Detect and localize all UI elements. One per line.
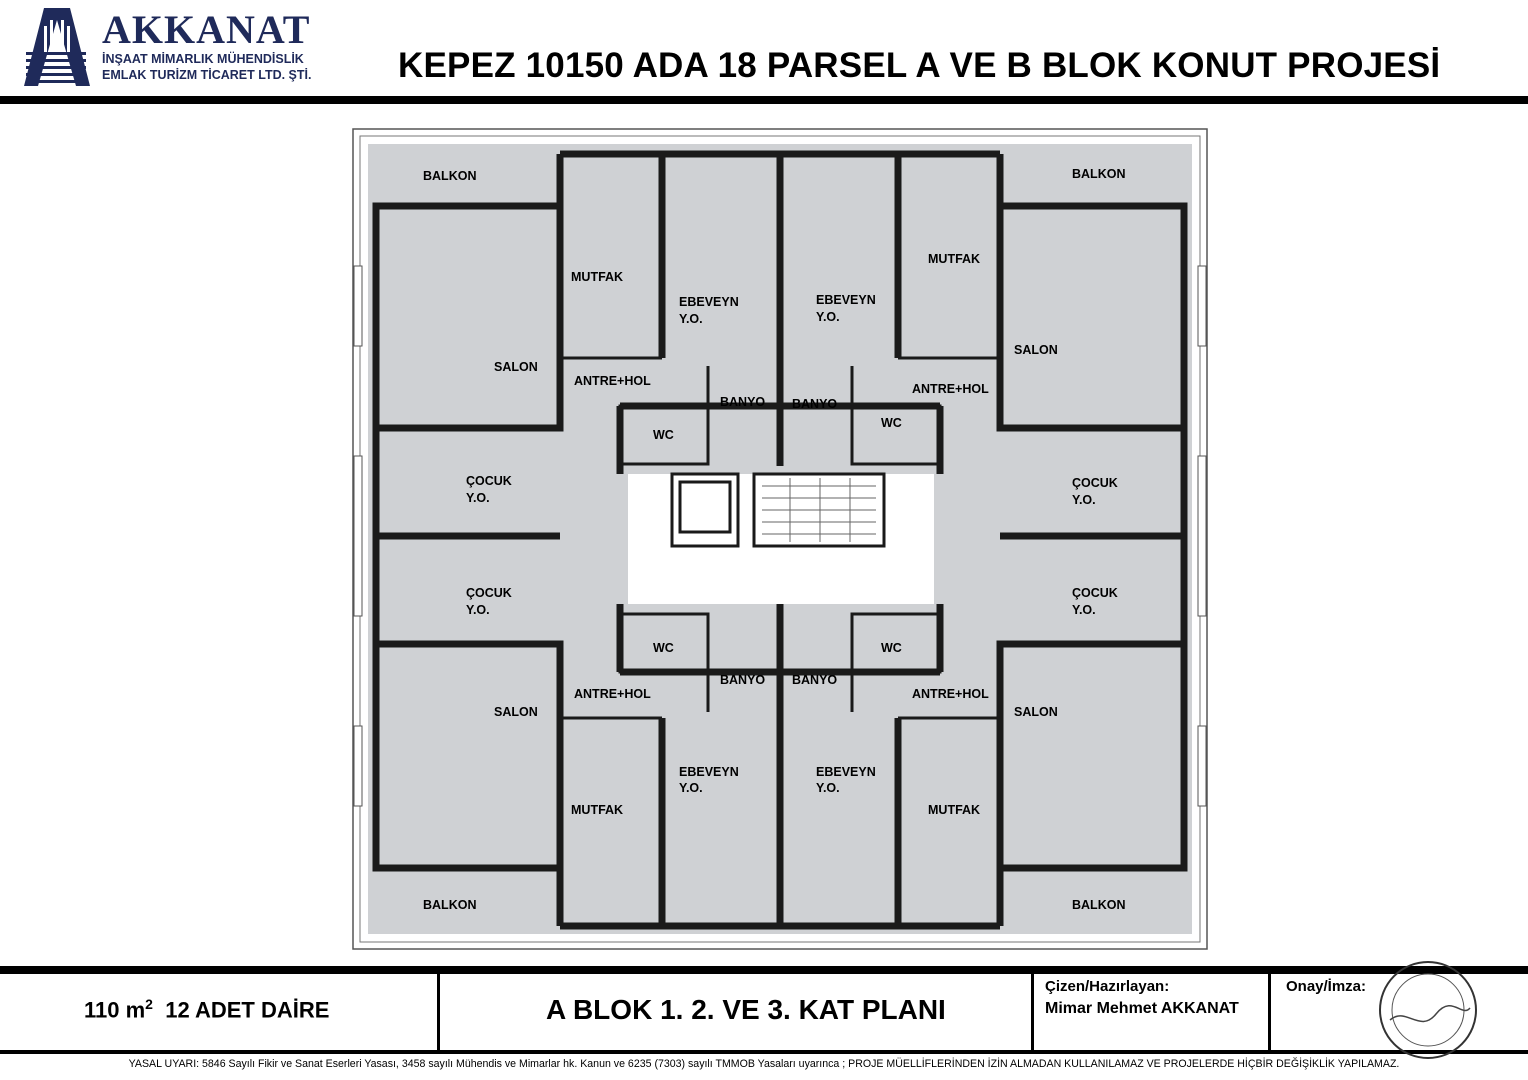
label-wc-ne: WC — [881, 416, 902, 430]
label-banyo-sw: BANYO — [720, 673, 766, 687]
label-wc-se: WC — [881, 641, 902, 655]
label-ebeveyn-nw-1: EBEVEYN — [679, 295, 739, 309]
title-block-separator — [1031, 974, 1034, 1050]
label-banyo-ne: BANYO — [792, 397, 838, 411]
label-salon-ne: SALON — [1014, 343, 1058, 357]
label-ebeveyn-ne-1: EBEVEYN — [816, 293, 876, 307]
company-logo-icon — [22, 6, 92, 88]
label-salon-nw: SALON — [494, 360, 538, 374]
unit-area: 110 m — [84, 997, 146, 1023]
label-wc-nw: WC — [653, 428, 674, 442]
staircase — [754, 474, 884, 546]
label-banyo-se: BANYO — [792, 673, 838, 687]
drawn-by-name: Mimar Mehmet AKKANAT — [1045, 1000, 1239, 1017]
label-cocuk-1-2: Y.O. — [466, 491, 490, 505]
label-ebeveyn-sw-2: Y.O. — [679, 781, 703, 795]
title-block-separator — [437, 974, 440, 1050]
title-block-top-rule — [0, 966, 1528, 974]
header-rule — [0, 96, 1528, 104]
label-cocuk-4-2: Y.O. — [1072, 603, 1096, 617]
label-wc-sw: WC — [653, 641, 674, 655]
label-cocuk-1-1: ÇOCUK — [466, 474, 512, 488]
label-salon-sw: SALON — [494, 705, 538, 719]
title-block — [0, 966, 1528, 1054]
label-mutfak-ne: MUTFAK — [928, 252, 981, 266]
label-salon-se: SALON — [1014, 705, 1058, 719]
label-banyo-nw: BANYO — [720, 395, 766, 409]
label-cocuk-3-2: Y.O. — [466, 603, 490, 617]
units-summary — [84, 996, 329, 1023]
company-subtitle-1: İNŞAAT MİMARLIK MÜHENDİSLİK — [102, 52, 304, 66]
label-cocuk-2-2: Y.O. — [1072, 493, 1096, 507]
label-cocuk-2-1: ÇOCUK — [1072, 476, 1118, 490]
title-block-bottom-rule — [0, 1050, 1528, 1054]
plan-name: A BLOK 1. 2. VE 3. KAT PLANI — [546, 994, 946, 1025]
title-block-separator — [1268, 974, 1271, 1050]
label-balkon-ne: BALKON — [1072, 167, 1126, 181]
approval-label: Onay/İmza: — [1286, 978, 1367, 995]
label-cocuk-4-1: ÇOCUK — [1072, 586, 1118, 600]
label-antre-ne: ANTRE+HOL — [912, 382, 989, 396]
label-antre-sw: ANTRE+HOL — [574, 687, 651, 701]
label-balkon-sw: BALKON — [423, 898, 477, 912]
label-antre-se: ANTRE+HOL — [912, 687, 989, 701]
architect-seal-icon — [1376, 958, 1480, 1062]
label-ebeveyn-ne-2: Y.O. — [816, 310, 840, 324]
label-mutfak-sw: MUTFAK — [571, 803, 624, 817]
label-ebeveyn-sw-1: EBEVEYN — [679, 765, 739, 779]
floor-plan — [350, 126, 1210, 954]
drawn-by-label: Çizen/Hazırlayan: — [1045, 978, 1170, 995]
header — [0, 0, 1528, 96]
label-cocuk-3-1: ÇOCUK — [466, 586, 512, 600]
unit-area-superscript: 2 — [145, 996, 153, 1012]
label-mutfak-nw: MUTFAK — [571, 270, 624, 284]
label-ebeveyn-se-1: EBEVEYN — [816, 765, 876, 779]
project-title: KEPEZ 10150 ADA 18 PARSEL A VE B BLOK KONUT PROJESİ — [398, 46, 1441, 85]
label-balkon-nw: BALKON — [423, 169, 477, 183]
legal-disclaimer: YASAL UYARI: 5846 Sayılı Fikir ve Sanat Eserleri Yasası, 3458 sayılı Mühendis ve Mimarlar hk. Kanun ve 6235 (7303) sayılı TMMOB Yasaları uyarınca ; PROJE MÜELLİFLERİNDEN İZİN ALMADAN KULLANILAMAZ VE PROJELERDE HİÇBİR DEĞİŞİKLİK YAPILAMAZ. — [128, 1058, 1400, 1070]
label-mutfak-se: MUTFAK — [928, 803, 981, 817]
label-ebeveyn-nw-2: Y.O. — [679, 312, 703, 326]
label-ebeveyn-se-2: Y.O. — [816, 781, 840, 795]
unit-count: 12 ADET DAİRE — [165, 997, 330, 1023]
company-subtitle-2: EMLAK TURİZM TİCARET LTD. ŞTİ. — [102, 68, 312, 82]
label-antre-nw: ANTRE+HOL — [574, 374, 651, 388]
company-name: AKKANAT — [102, 7, 311, 52]
label-balkon-se: BALKON — [1072, 898, 1126, 912]
